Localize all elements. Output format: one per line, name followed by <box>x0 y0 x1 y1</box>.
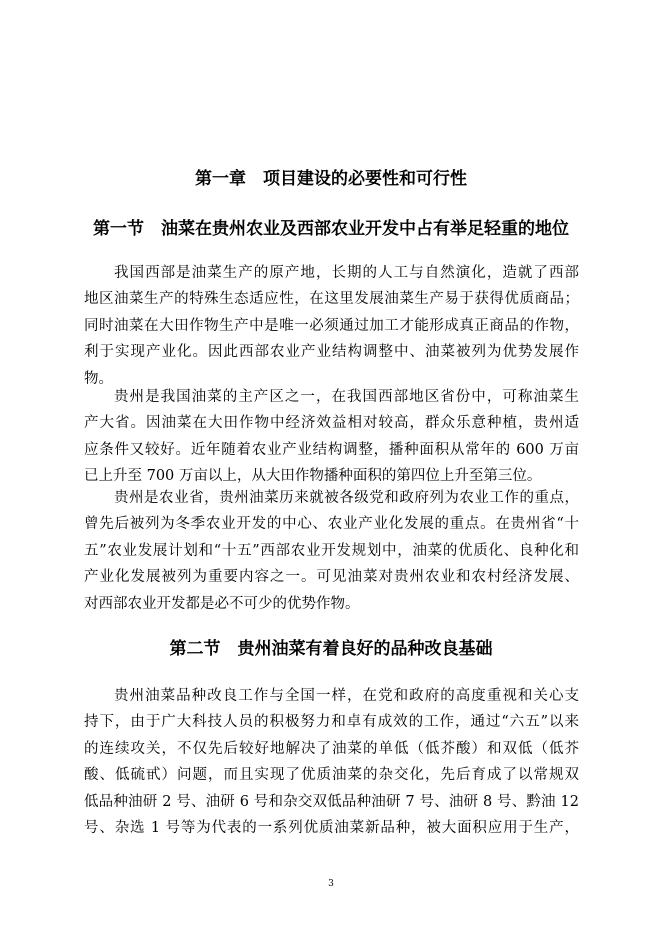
section-2-paragraph-1 <box>84 683 579 841</box>
chapter-title: 第一章 项目建设的必要性和可行性 <box>195 169 467 189</box>
paragraph-line: 已上升至 700 万亩以上，从大田作物播种面积的第四位上升至第三位。 <box>84 468 542 485</box>
section-1-paragraph-2 <box>84 384 579 490</box>
paragraph-line: 产业化发展被列为重要内容之一。可见油菜对贵州农业和农村经济发展、 <box>84 569 579 586</box>
paragraph-line: 物。 <box>84 370 113 387</box>
paragraph-line: 对西部农业开发都是必不可少的优势作物。 <box>84 595 360 612</box>
paragraph-line: 号、杂选 1 号等为代表的一系列优质油菜新品种，被大面积应用于生产， <box>84 819 579 836</box>
section-1-paragraph-3 <box>84 485 579 617</box>
paragraph-line: 地区油菜生产的特殊生态适应性，在这里发展油菜生产易于获得优质商品； <box>84 291 579 308</box>
paragraph-line: 贵州是农业省，贵州油菜历来就被各级党和政府列为农业工作的重点， <box>114 490 579 506</box>
paragraph-line: 我国西部是油菜生产的原产地，长期的人工与自然演化，造就了西部 <box>114 265 579 281</box>
section-1-paragraph-1 <box>84 260 579 392</box>
paragraph-line: 产大省。因油菜在大田作物中经济效益相对较高，群众乐意种植，贵州适 <box>84 415 579 432</box>
paragraph-line: 同时油菜在大田作物生产中是唯一必须通过加工才能形成真正商品的作物， <box>84 317 579 334</box>
page-number: 3 <box>328 879 334 889</box>
section-2-title: 第二节 贵州油菜有着良好的品种改良基础 <box>169 639 493 659</box>
section-1-title: 第一节 油菜在贵州农业及西部农业开发中占有举足轻重的地位 <box>93 219 569 239</box>
paragraph-line: 利于实现产业化。因此西部农业产业结构调整中、油菜被列为优势发展作 <box>84 344 579 361</box>
paragraph-line: 贵州油菜品种改良工作与全国一样，在党和政府的高度重视和关心支 <box>114 688 579 704</box>
paragraph-line: 曾先后被列为冬季农业开发的中心、农业产业化发展的重点。在贵州省“十 <box>84 516 579 533</box>
paragraph-line: 五”农业发展计划和“十五”西部农业开发规划中，油菜的优质化、良种化和 <box>84 542 579 559</box>
paragraph-line: 的连续攻关，不仅先后较好地解决了油菜的单低（低芥酸）和双低（低芥 <box>84 740 579 757</box>
paragraph-line: 贵州是我国油菜的主产区之一，在我国西部地区省份中，可称油菜生 <box>114 389 579 405</box>
paragraph-line: 应条件又较好。近年随着农业产业结构调整，播种面积从常年的 600 万亩 <box>84 441 579 458</box>
paragraph-line: 酸、低硫甙）问题，而且实现了优质油菜的杂交化，先后育成了以常规双 <box>84 767 579 784</box>
paragraph-line: 持下，由于广大科技人员的积极努力和卓有成效的工作，通过“六五”以来 <box>84 714 579 731</box>
paragraph-line: 低品种油研 2 号、油研 6 号和杂交双低品种油研 7 号、油研 8 号、黔油 12 <box>84 793 579 810</box>
